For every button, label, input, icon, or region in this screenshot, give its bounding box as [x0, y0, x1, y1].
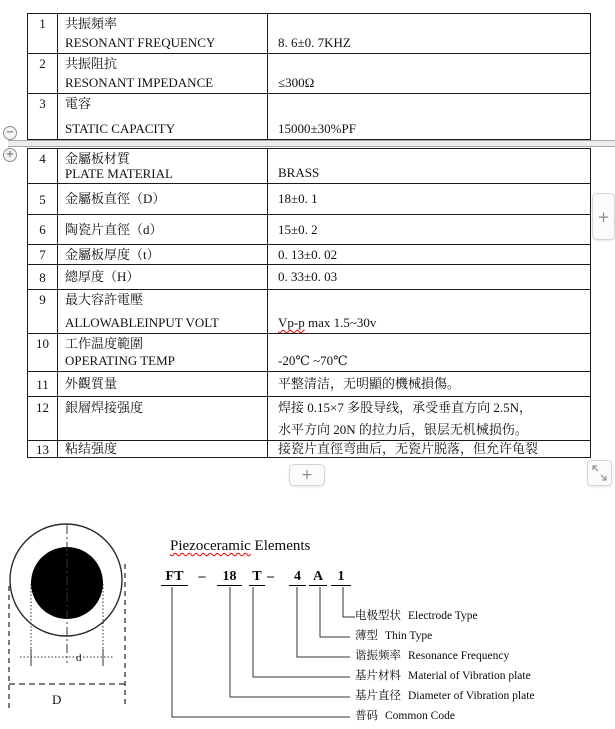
- spec-name-cell[interactable]: [58, 94, 268, 139]
- part-label-diameter: [355, 690, 535, 703]
- part-code-dash: –: [198, 569, 206, 584]
- table-row: [28, 184, 590, 215]
- spec-name-zh: 最大容許電壓: [65, 292, 144, 307]
- spec-name-zh: 共振頻率: [65, 16, 118, 31]
- spec-value: 15±0. 2: [278, 221, 318, 237]
- spec-value: 18±0. 1: [278, 191, 318, 206]
- part-label-common-code: [355, 710, 455, 723]
- label-en: Diameter of Vibration plate: [408, 690, 535, 702]
- table-row: [28, 397, 590, 441]
- part-code-material: T: [249, 569, 265, 586]
- spec-name-zh: 金屬板直徑（D）: [65, 191, 166, 206]
- spec-name-cell[interactable]: [58, 334, 268, 371]
- spec-value-cell[interactable]: [268, 290, 590, 333]
- spec-value: 8. 6±0. 7KHZ: [278, 35, 351, 50]
- line-electrode: [343, 587, 355, 617]
- label-zh: 基片直径: [355, 690, 401, 702]
- plus-icon: +: [301, 467, 313, 483]
- spec-name-cell[interactable]: [58, 149, 268, 183]
- table-row: [28, 441, 590, 457]
- part-label-thin-type: [355, 630, 432, 643]
- diagonal-resize-icon: [588, 461, 611, 485]
- spec-name-cell[interactable]: [58, 245, 268, 264]
- inner-diameter-label: d: [76, 652, 82, 664]
- part-label-material: [355, 670, 531, 683]
- row-number-cell[interactable]: 2: [28, 54, 58, 93]
- spec-value: 0. 33±0. 03: [278, 269, 338, 284]
- spec-name-cell[interactable]: [58, 265, 268, 289]
- plus-icon: +: [597, 207, 610, 226]
- spec-value: 平整清洁，无明顯的機械損傷。: [278, 376, 461, 391]
- spec-value-cell[interactable]: [268, 334, 590, 371]
- table-row: [28, 372, 590, 397]
- part-code-dash: –: [267, 569, 274, 584]
- misspelling-squiggle: Vp-p: [278, 315, 305, 330]
- spec-name-zh: 金屬板材質: [65, 151, 131, 166]
- spec-name-cell[interactable]: [58, 215, 268, 244]
- spec-table-lower: [27, 148, 591, 458]
- line-thin-type: [320, 587, 350, 637]
- label-zh: 基片材料: [355, 670, 401, 682]
- spec-value: 15000±30%PF: [278, 121, 356, 136]
- spec-name-en: OPERATING TEMP: [65, 353, 175, 368]
- row-number-cell[interactable]: 7: [28, 245, 58, 264]
- table-split-bar[interactable]: [8, 140, 615, 147]
- label-en: Common Code: [385, 710, 455, 722]
- line-material: [253, 587, 350, 677]
- spec-name-zh: 粘结强度: [65, 441, 118, 456]
- section-title: [170, 538, 310, 555]
- row-number-cell[interactable]: 3: [28, 94, 58, 139]
- row-number-cell[interactable]: 11: [28, 372, 58, 396]
- label-en: Material of Vibration plate: [408, 670, 531, 682]
- spec-value-cell[interactable]: [268, 184, 590, 214]
- spec-name-en: STATIC CAPACITY: [65, 121, 176, 136]
- add-column-button[interactable]: [592, 193, 615, 240]
- spec-name-cell[interactable]: [58, 290, 268, 333]
- spec-value: ≤300Ω: [278, 75, 315, 90]
- spec-name-zh: 外觀質量: [65, 376, 118, 391]
- spec-name-zh: 金屬板厚度（t）: [65, 246, 160, 262]
- table-row: [28, 265, 590, 290]
- part-code-frequency: 4: [289, 569, 306, 586]
- misspelling-squiggle: Piezoceramic: [170, 538, 251, 554]
- spec-value-cell[interactable]: [268, 149, 590, 183]
- spec-name-cell[interactable]: [58, 14, 268, 53]
- spec-value-cell[interactable]: [268, 54, 590, 93]
- add-row-button[interactable]: [289, 464, 325, 486]
- row-number-cell[interactable]: 1: [28, 14, 58, 53]
- part-label-frequency: [355, 650, 509, 663]
- table-row: [28, 334, 590, 372]
- spec-value-cell[interactable]: [268, 397, 590, 440]
- spec-value-rest: max 1.5~30v: [304, 315, 377, 330]
- spec-value-cell[interactable]: [268, 245, 590, 264]
- row-number-cell[interactable]: 8: [28, 265, 58, 289]
- row-number-cell[interactable]: 12: [28, 397, 58, 440]
- table-row: [28, 149, 590, 184]
- spec-name-zh: 陶瓷片直徑（d）: [65, 221, 163, 237]
- spec-value: [278, 315, 376, 330]
- spec-value-cell[interactable]: [268, 215, 590, 244]
- label-en: Electrode Type: [408, 610, 478, 622]
- spec-name-en: RESONANT FREQUENCY: [65, 35, 216, 50]
- table-row: [28, 14, 590, 54]
- label-zh: 谐振频率: [355, 650, 401, 662]
- label-zh: 电极型状: [355, 610, 401, 622]
- spec-value: 0. 13±0. 02: [278, 246, 338, 262]
- label-zh: 薄型: [355, 630, 378, 642]
- spec-value-cell[interactable]: [268, 441, 590, 457]
- row-number-cell[interactable]: 5: [28, 184, 58, 214]
- spec-name-zh: 總厚度（H）: [65, 269, 140, 284]
- collapse-button[interactable]: −: [3, 126, 17, 140]
- ceramic-disc-diagram: [0, 520, 150, 720]
- spec-value-line1: 焊接 0.15×7 多股导线，承受垂直方向 2.5N，: [278, 400, 532, 415]
- table-row: [28, 290, 590, 334]
- spec-name-zh: 工作温度範圍: [65, 336, 144, 351]
- spec-name-cell[interactable]: [58, 372, 268, 396]
- row-number-cell[interactable]: 4: [28, 149, 58, 183]
- row-number-cell[interactable]: 13: [28, 441, 58, 457]
- table-row: [28, 94, 590, 139]
- table-row: [28, 245, 590, 265]
- section-title-rest: Elements: [250, 538, 311, 554]
- part-code-family: FT: [161, 569, 188, 586]
- spec-name-en: PLATE MATERIAL: [65, 166, 173, 181]
- part-code-diameter: 18: [217, 569, 242, 586]
- line-diameter: [230, 587, 350, 697]
- outer-diameter-label: D: [52, 692, 62, 707]
- spec-name-cell[interactable]: [58, 54, 268, 93]
- row-number-cell[interactable]: 6: [28, 215, 58, 244]
- part-code-thin: A: [309, 569, 327, 586]
- spec-value-cell[interactable]: [268, 265, 590, 289]
- part-label-electrode: [355, 610, 478, 623]
- line-frequency: [297, 587, 350, 657]
- row-number-cell[interactable]: 9: [28, 290, 58, 333]
- spec-value-cell[interactable]: [268, 94, 590, 139]
- spec-name-en: RESONANT IMPEDANCE: [65, 75, 214, 90]
- spec-table-upper: [27, 13, 591, 140]
- table-row: [28, 215, 590, 245]
- spec-value-line2: 水平方向 20N 的拉力后，银层无机械损伤。: [278, 422, 528, 437]
- spec-value-cell[interactable]: [268, 372, 590, 396]
- row-number-cell[interactable]: 10: [28, 334, 58, 371]
- spec-name-cell[interactable]: [58, 441, 268, 457]
- spec-value: BRASS: [278, 165, 320, 180]
- expand-button[interactable]: +: [3, 148, 17, 162]
- table-resize-handle[interactable]: [587, 460, 612, 486]
- table-row: [28, 54, 590, 94]
- spec-value-cell[interactable]: [268, 14, 590, 53]
- spec-name-zh: 銀層焊接强度: [65, 400, 144, 415]
- spec-name-en: ALLOWABLEINPUT VOLT: [65, 315, 219, 330]
- label-en: Thin Type: [385, 630, 433, 642]
- spec-name-zh: 共振阻抗: [65, 56, 118, 71]
- spec-value: -20℃ ~70℃: [278, 353, 348, 368]
- spec-name-cell[interactable]: [58, 184, 268, 214]
- label-zh: 普码: [355, 710, 378, 722]
- spec-value: 接瓷片直徑弯曲后，无瓷片脱落，但允许龟裂: [278, 441, 539, 456]
- part-code-electrode: 1: [331, 569, 351, 586]
- label-en: Resonance Frequency: [408, 650, 510, 662]
- spec-name-cell[interactable]: [58, 397, 268, 440]
- spec-name-zh: 電容: [65, 96, 92, 111]
